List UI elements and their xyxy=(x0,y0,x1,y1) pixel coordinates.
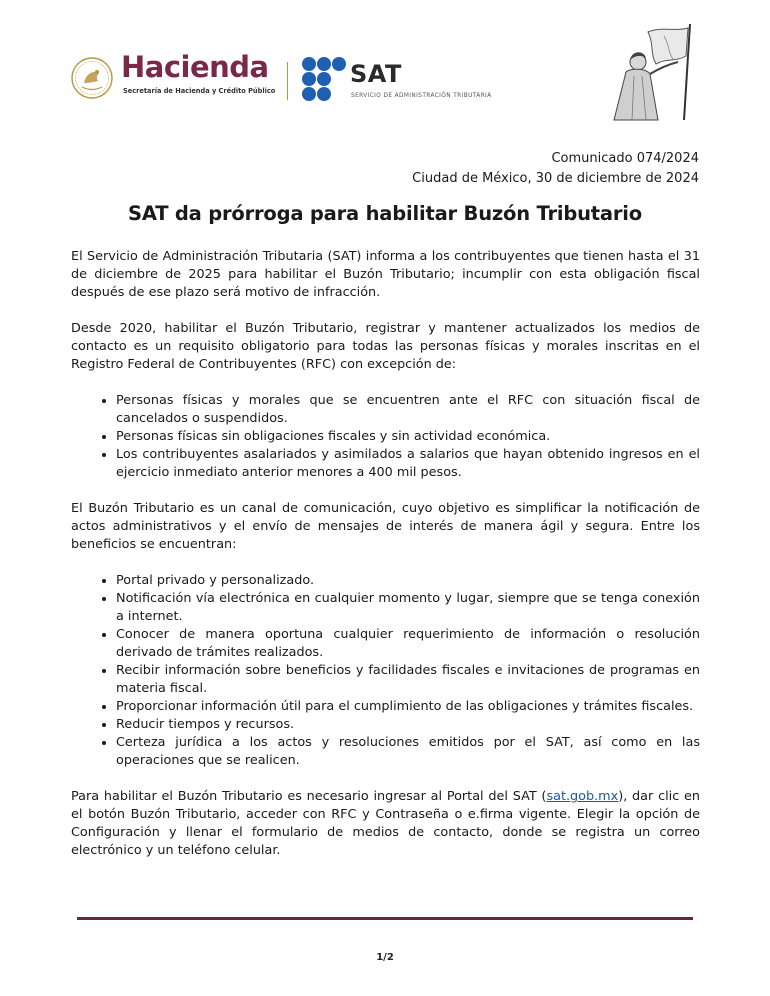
paragraph-requirement: Desde 2020, habilitar el Buzón Tributario, registrar y mantener actualizados los medios de contacto es un requisito obligatorio para todas las personas físicas y morales inscritas en el Registro Federal de Contribuyentes (RFC) con excepción de: xyxy=(71,321,700,372)
page-number: 1/2 xyxy=(376,952,394,963)
paragraph-instructions xyxy=(71,788,700,860)
list-item: • Portal privado y personalizado. xyxy=(116,572,700,590)
list-item: • Notificación vía electrónica en cualquier momento y lugar, siempre que se tenga conexión a internet. xyxy=(116,590,700,626)
list-item: • Los contribuyentes asalariados y asimilados a salarios que hayan obtenido ingresos en el ejercicio inmediato anterior menores a 400 mil pesos. xyxy=(116,446,700,482)
list-item: • Reducir tiempos y recursos. xyxy=(116,716,700,734)
list-item: • Proporcionar información útil para el cumplimiento de las obligaciones y trámites fiscales. xyxy=(116,698,700,716)
list-item: • Certeza jurídica a los actos y resoluciones emitidos por el SAT, así como en las operaciones que se realicen. xyxy=(116,734,700,770)
benefits-list xyxy=(71,572,700,770)
escudo-nacional-icon xyxy=(70,56,114,100)
hacienda-subtitle: Secretaría de Hacienda y Crédito Público xyxy=(123,87,276,95)
list-item: • Personas físicas y morales que se encuentren ante el RFC con situación fiscal de cancelados o suspendidos. xyxy=(116,392,700,428)
document-title: SAT da prórroga para habilitar Buzón Tributario xyxy=(128,202,642,225)
letterhead xyxy=(0,0,770,130)
exceptions-list xyxy=(71,392,700,482)
sat-portal-link[interactable]: sat.gob.mx xyxy=(546,789,619,804)
patria-figure-image xyxy=(604,20,704,124)
paragraph-channel: El Buzón Tributario es un canal de comunicación, cuyo objetivo es simplificar la notificación de actos administrativos y el envío de mensajes de interés de manera ágil y segura. Entre los beneficios se encuentran: xyxy=(71,501,700,552)
place-date: Ciudad de México, 30 de diciembre de 2024 xyxy=(412,171,699,186)
communique-number: Comunicado 074/2024 xyxy=(551,151,699,166)
communique-meta xyxy=(412,149,699,189)
logo-divider xyxy=(287,62,288,100)
instructions-text-start: Para habilitar el Buzón Tributario es necesario ingresar al Portal del SAT ( xyxy=(71,789,547,804)
document-body xyxy=(71,248,700,878)
list-item: • Recibir información sobre beneficios y facilidades fiscales e invitaciones de programas en materia fiscal. xyxy=(116,662,700,698)
sat-wordmark: SAT xyxy=(350,60,402,88)
footer-divider xyxy=(77,917,693,920)
sat-subtitle: SERVICIO DE ADMINISTRACIÓN TRIBUTARIA xyxy=(351,93,492,99)
sat-dots-logo xyxy=(301,56,347,102)
list-item: • Conocer de manera oportuna cualquier requerimiento de información o resolución derivado de trámites realizados. xyxy=(116,626,700,662)
list-item: • Personas físicas sin obligaciones fiscales y sin actividad económica. xyxy=(116,428,700,446)
instructions-text-end: ), dar clic en el botón Buzón Tributario, acceder con RFC y Contraseña o e.firma vigente. Elegir la opción de Configuración y llenar el formulario de medios de contacto, donde se registra un correo electrónico y un teléfono celular. xyxy=(71,789,701,858)
hacienda-wordmark: Hacienda xyxy=(121,50,269,84)
paragraph-intro: El Servicio de Administración Tributaria (SAT) informa a los contribuyentes que tienen hasta el 31 de diciembre de 2025 para habilitar el Buzón Tributario; incumplir con esta obligación fiscal después de ese plazo será motivo de infracción. xyxy=(71,249,700,300)
